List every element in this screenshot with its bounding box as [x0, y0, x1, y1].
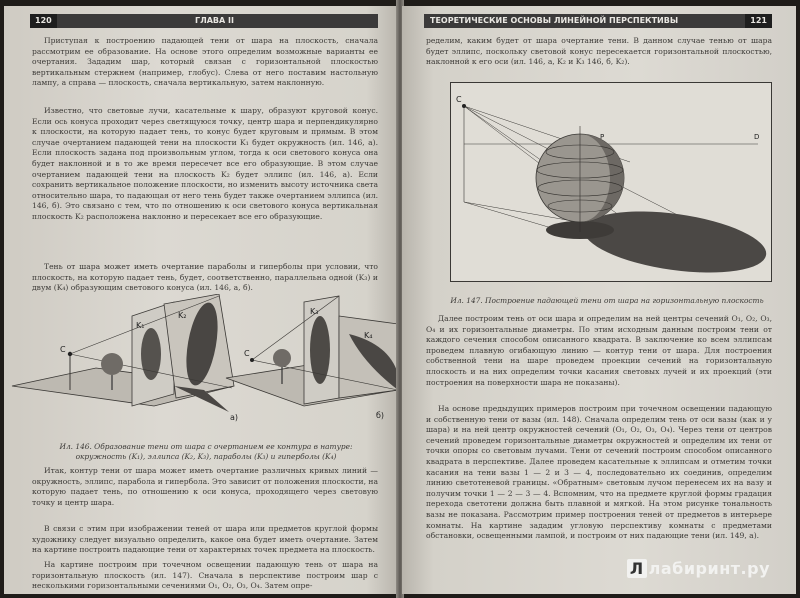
right-paragraph-1: ределим, каким будет от шара очертание тени. В данном случае тенью от шара будет эллипс, поскольку световой конус пересекается горизонтальной плоскостью, наклонной к его оси (ил. 146, а, K₂ и K₃ 146, б, K₂). — [426, 36, 772, 67]
light-point-b — [250, 358, 254, 362]
label-b: б) — [376, 411, 385, 420]
left-paragraph-6: На картине построим при точечном освещении падающую тень от шара на горизонтальную плоскость (ил. 147). Сначала в перспективе построим шар с несколькими горизонтальными сечениями O₁, O₂, O₃, O₄. Затем опре- — [32, 560, 378, 591]
label-a: а) — [230, 413, 239, 422]
left-paragraph-5: В связи с этим при изображении теней от шара или предметов круглой формы художнику следует визуально определить, какое она будет иметь очертание. Затем на картине построить падающие тени от характерных точек предмета на плоскость. — [32, 524, 378, 555]
label-k4: K₄ — [364, 331, 373, 340]
right-paragraph-2: Далее построим тень от оси шара и определим на ней центры сечений O₁, O₂, O₃, O₄ и их горизонтальные диаметры. По этим исходным данным построим тени от каждого сечения способом описанного квадрата. В заключение ко всем эллипсам проведем плавную огибающую линию — контур тени от шара. Для построения собственной тени на шаре проведем проекции сечений на горизонтальную плоскость и на них определим точки касания световых лучей и их проекций (эти построения на поверхности шара не показаны). — [426, 314, 772, 387]
right-paragraph-3: На основе предыдущих примеров построим при точечном освещении падающую и собственную тени от вазы (ил. 148). Сначала определим тень от оси вазы (как и у шара) и на ней центр окружностей сечений (O₁, O₂, O₃, O₄). Через тени от центров сечений проведем горизонтальные диаметры окружностей и определим их тени от точки опоры со световым лучами. Тени от сечений построим способом описанного квадрата в перспективе. Далее проведем касательные к эллипсам и отметим точки касания на тени вазы 1 — 2 и 3 — 4, последовательно их соединив, определим линию светотеневой границы. «Обратным» световым лучом перенесем их на вазу и получим точки 1 — 2 — 3 — 4. Вспомним, что на предмете круглой формы градация перехода светотени должна быть плавной и мягкой. На этом рисунке тональность вазы не показана. Рассмотрим пример построения теней от предметов в интерьере комнаты. На картине зададим угловую перспективу комнаты с предметами обстановки, освещенными лампой, и построим от них падающие тени (ил. 149, а). — [426, 404, 772, 541]
label-k3: K₃ — [310, 307, 319, 316]
right-page — [402, 6, 796, 594]
left-page-header — [30, 14, 378, 28]
left-page — [4, 6, 398, 594]
left-paragraph-1: Приступая к построению падающей тени от шара на плоскость, сначала рассмотрим ее образование. На основе этого определим возможные варианты ее очертания. Зададим шар, который связан с горизонтальной плоскостью вертикальным стержнем (например, глобус). Слева от него поставим настольную лампу, а справа — плоскость, сначала вертикальную, затем наклонную. — [32, 36, 378, 88]
labirint-logo-icon: Л — [627, 559, 647, 578]
label-d: D — [754, 133, 760, 141]
page-number-left: 120 — [30, 14, 57, 28]
left-paragraph-2: Известно, что световые лучи, касательные к шару, образуют круговой конус. Если ось конуса проходит через светящуюся точку, центр шара и перпендикулярно к плоскости, на которую падает тень, то конус будет круговым и прямым. В этом случае очертанием падающей тени на плоскости K₁ будет окружность (ил. 146, а). Если плоскость задана под произвольным углом, тогда к оси светового конуса она будет наклонной и в то же время пересечет все его образующие. В этом случае очертанием падающей тени на плоскость K₂ будет эллипс (ил. 146, а). Если сохранить вертикальное положение плоскости, но изменить высоту источника света относительно шара, то падающая от него тень будет также очертанием эллипса (ил. 146, б). Это связано с тем, что по отношению к оси светового конуса вертикальная плоскость K₂ расположена наклонно и пересекает все его образующие. — [32, 106, 378, 221]
sphere-b — [273, 349, 291, 367]
label-c-a: C — [60, 345, 66, 354]
label-k1: K₁ — [136, 321, 145, 330]
watermark-brand: лабиринт.ру — [648, 559, 770, 578]
chapter-title: ГЛАВА II — [195, 16, 234, 25]
light-source-point — [462, 104, 466, 108]
label-p: P — [600, 133, 605, 141]
right-page-header — [424, 14, 772, 28]
light-point-a — [68, 352, 72, 356]
figure-147-caption: Ил. 147. Построение падающей тени от шара на горизонтальную плоскость — [450, 296, 764, 305]
running-title: ТЕОРЕТИЧЕСКИЕ ОСНОВЫ ЛИНЕЙНОЙ ПЕРСПЕКТИВЫ — [430, 16, 679, 25]
label-k2: K₂ — [178, 311, 187, 320]
label-c-b: C — [244, 349, 250, 358]
figure-146b — [226, 296, 398, 420]
figure-146-caption: Ил. 146. Образование тени от шара с очертанием ее контура в натуре: окружность (K₁), эллипса (K₂, K₃), параболы (K₃) и гиперболы (K₄) — [59, 442, 353, 461]
page-number-right: 121 — [745, 14, 772, 28]
figure-146a — [12, 294, 238, 422]
figure-146 — [4, 294, 398, 444]
figure-147 — [450, 82, 772, 282]
left-paragraph-3: Тень от шара может иметь очертание параболы и гиперболы при условии, что плоскость, на которую падает тень, будет, соответственно, параллельна одной (K₃) и двум (K₄) образующим светового конуса (ил. 146, а, б). — [32, 262, 378, 293]
label-c: C — [456, 95, 462, 104]
labirint-watermark — [627, 559, 770, 578]
sphere-a — [101, 353, 123, 375]
left-paragraph-4: Итак, контур тени от шара может иметь очертание различных кривых линий — окружность, эллипс, парабола и гипербола. Это зависит от положения плоскости, на которую падает тень, по отношению к оси конуса, проходящего через световую точку и центр шара. — [32, 466, 378, 507]
